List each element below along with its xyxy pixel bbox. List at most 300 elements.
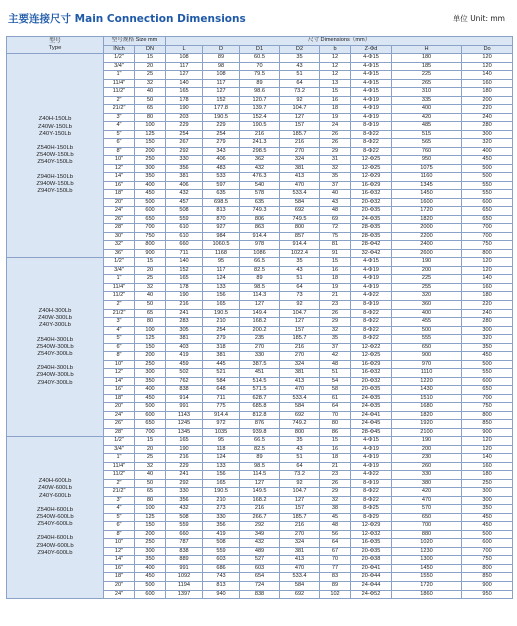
model-header (7, 37, 104, 54)
table-cell: 20-Φ38 (351, 556, 392, 565)
table-cell: 190.5 (203, 309, 240, 318)
table-cell: 298.5 (240, 147, 280, 156)
table-cell: 149.4 (240, 309, 280, 318)
table-cell: 216 (166, 454, 203, 463)
model-name: Z40Y-300Lb (39, 322, 71, 329)
table-cell: 300 (462, 130, 513, 139)
table-cell: 381 (280, 369, 320, 378)
table-cell: 514.5 (240, 377, 280, 386)
column-header: INch (104, 45, 135, 54)
table-cell: 5" (104, 335, 135, 344)
model-header-label: 型号 Type (48, 37, 62, 52)
table-cell: 108 (166, 54, 203, 63)
table-cell: 700 (135, 428, 166, 437)
column-header: H (392, 45, 462, 54)
table-cell: 1397 (166, 590, 203, 599)
table-cell: 939.8 (240, 428, 280, 437)
table-cell: 20" (104, 198, 135, 207)
table-cell: 8-Φ19 (351, 300, 392, 309)
table-cell: 1/2" (104, 258, 135, 267)
table-cell: 4" (104, 122, 135, 131)
table-cell: 117 (166, 62, 203, 71)
table-cell: 190.5 (203, 488, 240, 497)
table-cell: 4-Φ19 (351, 454, 392, 463)
table-cell: 165 (203, 300, 240, 309)
table-cell: 8-Φ29 (351, 513, 392, 522)
table-cell: 565 (392, 139, 462, 148)
table-cell: 26 (320, 130, 351, 139)
table-cell: 900 (462, 428, 513, 437)
table-cell: 216 (280, 343, 320, 352)
table-cell: 220 (462, 300, 513, 309)
table-cell: 800 (462, 249, 513, 258)
table-cell: 12-Φ25 (351, 352, 392, 361)
table-cell: 69 (320, 215, 351, 224)
table-cell: 6" (104, 343, 135, 352)
table-cell: 16-Φ35 (351, 539, 392, 548)
table-cell: 12-Φ25 (351, 164, 392, 173)
table-cell: 3/4" (104, 445, 135, 454)
table-cell: 654 (240, 573, 280, 582)
table-cell: 127 (240, 300, 280, 309)
table-cell: 280 (462, 318, 513, 327)
table-cell: 254 (166, 130, 203, 139)
table-cell: 450 (462, 156, 513, 165)
table-cell: 692 (280, 207, 320, 216)
table-cell: 1060.5 (203, 241, 240, 250)
table-cell: 32 (320, 164, 351, 173)
table-cell: 118 (203, 445, 240, 454)
table-cell: 37 (320, 343, 351, 352)
table-cell: 12 (320, 62, 351, 71)
table-cell: 711 (203, 394, 240, 403)
table-cell: 1075 (392, 164, 462, 173)
table-cell: 203 (166, 113, 203, 122)
table-cell: 1110 (392, 369, 462, 378)
table-cell: 100 (135, 505, 166, 514)
table-cell: 254 (203, 130, 240, 139)
table-cell: 559 (166, 215, 203, 224)
table-cell: 4-Φ22 (351, 292, 392, 301)
model-name: Z40H-600Lb (38, 478, 72, 485)
dimensions-header: 尺寸 Dimensions（mm） (166, 37, 513, 46)
table-cell: 1245 (166, 420, 203, 429)
table-cell: 457 (166, 198, 203, 207)
table-cell: 686 (203, 564, 240, 573)
table-cell: 1" (104, 454, 135, 463)
table-cell: 273 (203, 505, 240, 514)
table-cell: 812.8 (240, 411, 280, 420)
table-cell: 450 (135, 394, 166, 403)
table-cell: 8-Φ22 (351, 488, 392, 497)
table-cell: 700 (462, 232, 513, 241)
table-cell: 400 (462, 147, 513, 156)
column-header: D2 (280, 45, 320, 54)
page-title: 主要连接尺寸 Main Connection Dimensions (8, 13, 246, 25)
table-cell: 800 (462, 564, 513, 573)
table-cell: 500 (392, 326, 462, 335)
table-cell: 381 (280, 164, 320, 173)
table-cell: 515 (392, 130, 462, 139)
unit-label: 单位 Unit: mm (452, 14, 505, 23)
model-name: Z940W-600Lb (36, 542, 74, 549)
table-cell: 1" (104, 275, 135, 284)
table-cell: 470 (280, 386, 320, 395)
model-name: Z940W-150Lb (36, 180, 74, 187)
table-cell: 279 (203, 139, 240, 148)
table-cell: 72 (320, 224, 351, 233)
table-cell: 330 (392, 471, 462, 480)
table-cell: 32-Φ42 (351, 249, 392, 258)
table-cell: 300 (135, 369, 166, 378)
table-cell: 24" (104, 207, 135, 216)
table-cell: 600 (462, 377, 513, 386)
model-name (7, 330, 103, 337)
table-cell: 15 (135, 437, 166, 446)
model-group-cell (7, 54, 104, 258)
table-cell: 750 (462, 556, 513, 565)
table-cell: 40 (135, 471, 166, 480)
table-cell: 8-Φ22 (351, 309, 392, 318)
table-cell: 603 (240, 564, 280, 573)
table-cell: 2000 (392, 224, 462, 233)
table-cell: 550 (462, 181, 513, 190)
table-cell: 698.5 (203, 198, 240, 207)
table-cell: 127 (280, 496, 320, 505)
table-cell: 16 (320, 445, 351, 454)
table-cell: 279 (203, 335, 240, 344)
table-cell: 23 (320, 471, 351, 480)
table-cell: 14" (104, 173, 135, 182)
table-cell: 12-Φ32 (351, 530, 392, 539)
table-cell: 35 (320, 173, 351, 182)
table-cell: 12-Φ25 (351, 156, 392, 165)
table-cell: 584 (280, 403, 320, 412)
table-cell: 120 (462, 437, 513, 446)
table-cell: 685.8 (240, 403, 280, 412)
table-cell: 283 (166, 318, 203, 327)
table-cell: 104.7 (280, 309, 320, 318)
table-cell: 610 (166, 232, 203, 241)
table-cell: 413 (280, 377, 320, 386)
table-cell: 15 (135, 54, 166, 63)
table-cell: 838 (240, 590, 280, 599)
table-cell: 51 (280, 454, 320, 463)
table-cell: 724 (240, 582, 280, 591)
table-cell: 80 (135, 318, 166, 327)
table-cell: 48 (320, 522, 351, 531)
table-cell: 760 (392, 147, 462, 156)
table-cell: 29 (320, 488, 351, 497)
table-cell: 156 (203, 292, 240, 301)
table-cell: 4-Φ19 (351, 113, 392, 122)
model-name: Z540Y-150Lb (37, 159, 73, 166)
table-cell: 216 (280, 139, 320, 148)
table-cell: 533.4 (280, 394, 320, 403)
table-cell: 330 (166, 488, 203, 497)
table-cell: 28-Φ35 (351, 224, 392, 233)
table-cell: 64 (280, 462, 320, 471)
table-cell: 12" (104, 164, 135, 173)
table-cell: 914.4 (240, 232, 280, 241)
table-cell: 150 (135, 343, 166, 352)
table-cell: 4-Φ15 (351, 437, 392, 446)
table-cell: 16-Φ32 (351, 369, 392, 378)
table-cell: 51 (280, 71, 320, 80)
table-cell: 89 (320, 582, 351, 591)
table-cell: 1/2" (104, 437, 135, 446)
table-cell: 18" (104, 190, 135, 199)
column-header: L (166, 45, 203, 54)
table-cell: 559 (166, 522, 203, 531)
table-cell: 335 (392, 96, 462, 105)
table-cell: 500 (462, 173, 513, 182)
table-cell: 3" (104, 318, 135, 327)
table-cell: 14" (104, 377, 135, 386)
table-cell: 50 (135, 96, 166, 105)
table-cell: 104.7 (280, 488, 320, 497)
table-cell: 149.5 (240, 488, 280, 497)
table-cell: 489 (240, 547, 280, 556)
table-cell: 35 (280, 54, 320, 63)
table-cell: 914.4 (280, 241, 320, 250)
table-cell: 914 (166, 394, 203, 403)
table-cell: 20 (135, 266, 166, 275)
table-cell: 20" (104, 403, 135, 412)
table-cell: 32 (320, 326, 351, 335)
table-cell: 648 (203, 386, 240, 395)
column-header: Z-Φd (351, 45, 392, 54)
table-cell: 125 (135, 130, 166, 139)
table-cell: 743 (203, 573, 240, 582)
table-cell: 32" (104, 241, 135, 250)
table-cell: 210 (203, 496, 240, 505)
table-cell: 4" (104, 326, 135, 335)
table-cell: 64 (320, 403, 351, 412)
table-cell: 324 (280, 156, 320, 165)
table-cell: 24-Φ35 (351, 215, 392, 224)
column-header: DN (135, 45, 166, 54)
table-cell: 320 (462, 335, 513, 344)
table-cell: 43 (280, 445, 320, 454)
table-cell: 225 (392, 275, 462, 284)
table-cell: 5" (104, 513, 135, 522)
table-cell: 156 (203, 471, 240, 480)
table-cell: 13 (320, 79, 351, 88)
table-cell: 18 (320, 275, 351, 284)
table-cell: 750 (135, 232, 166, 241)
table-cell: 1680 (392, 403, 462, 412)
table-cell: 650 (462, 207, 513, 216)
table-cell: 889 (166, 556, 203, 565)
table-cell: 40 (320, 190, 351, 199)
table-cell: 838 (166, 386, 203, 395)
table-cell: 91 (320, 249, 351, 258)
table-cell: 455 (392, 318, 462, 327)
table-cell: 157 (280, 505, 320, 514)
table-cell: 650 (392, 513, 462, 522)
table-cell: 381 (166, 173, 203, 182)
table-cell: 432 (166, 505, 203, 514)
table-cell: 43 (320, 198, 351, 207)
table-cell: 241 (166, 309, 203, 318)
table-cell: 600 (135, 590, 166, 599)
table-cell: 80 (135, 113, 166, 122)
table-cell: 950 (392, 156, 462, 165)
table-cell: 324 (280, 360, 320, 369)
table-cell: 635 (240, 198, 280, 207)
table-cell: 127 (166, 71, 203, 80)
table-cell: 450 (462, 522, 513, 531)
table-cell: 500 (135, 198, 166, 207)
table-cell: 185.7 (280, 513, 320, 522)
table-cell: 20" (104, 582, 135, 591)
table-cell: 250 (135, 156, 166, 165)
table-cell: 28-Φ45 (351, 428, 392, 437)
table-cell: 133 (203, 462, 240, 471)
table-cell: 635 (203, 190, 240, 199)
table-cell: 800 (135, 241, 166, 250)
table-cell: 350 (462, 343, 513, 352)
table-cell: 18 (320, 454, 351, 463)
table-cell: 225 (392, 71, 462, 80)
table-cell: 4-Φ19 (351, 266, 392, 275)
table-cell: 29 (320, 147, 351, 156)
table-cell: 124 (203, 275, 240, 284)
table-cell: 305 (166, 326, 203, 335)
table-cell: 18 (320, 105, 351, 114)
table-cell: 270 (240, 343, 280, 352)
table-cell: 65 (135, 488, 166, 497)
table-cell: 16-Φ29 (351, 181, 392, 190)
table-cell: 432 (166, 190, 203, 199)
table-cell: 660 (166, 241, 203, 250)
model-name: Z40Y-600Lb (39, 492, 71, 499)
table-cell: 35 (280, 437, 320, 446)
table-cell: 450 (462, 352, 513, 361)
table-cell: 850 (462, 420, 513, 429)
table-cell: 978 (240, 241, 280, 250)
table-cell: 406 (203, 156, 240, 165)
table-cell: 32 (320, 496, 351, 505)
table-cell: 92 (280, 479, 320, 488)
table-cell: 8-Φ25 (351, 505, 392, 514)
table-cell: 1086 (240, 249, 280, 258)
table-cell: 292 (166, 479, 203, 488)
table-cell: 48 (320, 360, 351, 369)
table-cell: 24-Φ35 (351, 403, 392, 412)
table-cell: 20-Φ32 (351, 377, 392, 386)
table-cell: 300 (462, 496, 513, 505)
table-cell: 270 (280, 147, 320, 156)
table-cell: 8-Φ22 (351, 139, 392, 148)
table-cell: 500 (462, 360, 513, 369)
table-cell: 255 (392, 283, 462, 292)
table-cell: 470 (392, 496, 462, 505)
table-cell: 216 (240, 130, 280, 139)
table-cell: 19 (320, 283, 351, 292)
table-cell: 550 (462, 190, 513, 199)
table-cell: 1345 (392, 181, 462, 190)
table-cell: 3/4" (104, 62, 135, 71)
table-cell: 37 (320, 181, 351, 190)
table-cell: 200 (392, 266, 462, 275)
table-cell: 24-Φ52 (351, 590, 392, 599)
table-cell: 140 (462, 71, 513, 80)
table-cell: 21 (320, 462, 351, 471)
model-name: Z540Y-300Lb (37, 350, 73, 357)
table-cell: 36" (104, 249, 135, 258)
table-cell: 190 (392, 437, 462, 446)
table-cell: 89 (240, 79, 280, 88)
table-cell: 4-Φ15 (351, 71, 392, 80)
table-cell: 254 (203, 326, 240, 335)
table-cell: 330 (166, 156, 203, 165)
table-cell: 2600 (392, 249, 462, 258)
model-name: Z40Y-150Lb (39, 130, 71, 137)
table-cell: 40 (135, 292, 166, 301)
table-cell: 42 (320, 352, 351, 361)
table-cell: 265 (392, 79, 462, 88)
table-cell: 10" (104, 539, 135, 548)
table-cell: 700 (135, 224, 166, 233)
dimensions-table (6, 36, 513, 599)
table-cell: 8" (104, 352, 135, 361)
table-cell: 82.5 (240, 445, 280, 454)
table-cell: 1430 (392, 386, 462, 395)
table-cell: 533 (203, 173, 240, 182)
table-cell: 400 (392, 309, 462, 318)
table-cell: 1035 (203, 428, 240, 437)
table-cell: 527 (240, 556, 280, 565)
table-body (7, 54, 513, 599)
table-cell: 15 (135, 258, 166, 267)
table-cell: 28" (104, 428, 135, 437)
table-cell: 540 (240, 181, 280, 190)
table-cell: 500 (135, 403, 166, 412)
table-cell: 229 (166, 122, 203, 131)
table-cell: 1092 (166, 573, 203, 582)
table-cell: 117 (203, 266, 240, 275)
table-cell: 356 (203, 522, 240, 531)
table-cell: 1160 (392, 173, 462, 182)
table-cell: 16" (104, 181, 135, 190)
table-cell: 108 (203, 71, 240, 80)
table-cell: 360 (392, 300, 462, 309)
table-cell: 120.7 (240, 96, 280, 105)
table-cell: 70 (320, 411, 351, 420)
table-cell: 10" (104, 360, 135, 369)
table-cell: 4-Φ19 (351, 445, 392, 454)
table-cell: 64 (280, 283, 320, 292)
table-cell: 4-Φ19 (351, 275, 392, 284)
model-name: Z40H-150Lb (38, 116, 72, 123)
table-cell: 628.7 (240, 394, 280, 403)
model-name (7, 528, 103, 535)
table-cell: 320 (462, 139, 513, 148)
table-cell: 38 (320, 505, 351, 514)
table-cell: 190 (166, 105, 203, 114)
table-cell: 117 (203, 79, 240, 88)
table-cell: 51 (280, 275, 320, 284)
table-cell: 240 (462, 309, 513, 318)
table-cell: 1020 (392, 539, 462, 548)
table-cell: 125 (135, 335, 166, 344)
table-cell: 43 (280, 62, 320, 71)
table-cell: 66.5 (240, 258, 280, 267)
table-cell: 650 (135, 420, 166, 429)
table-cell: 750 (462, 403, 513, 412)
